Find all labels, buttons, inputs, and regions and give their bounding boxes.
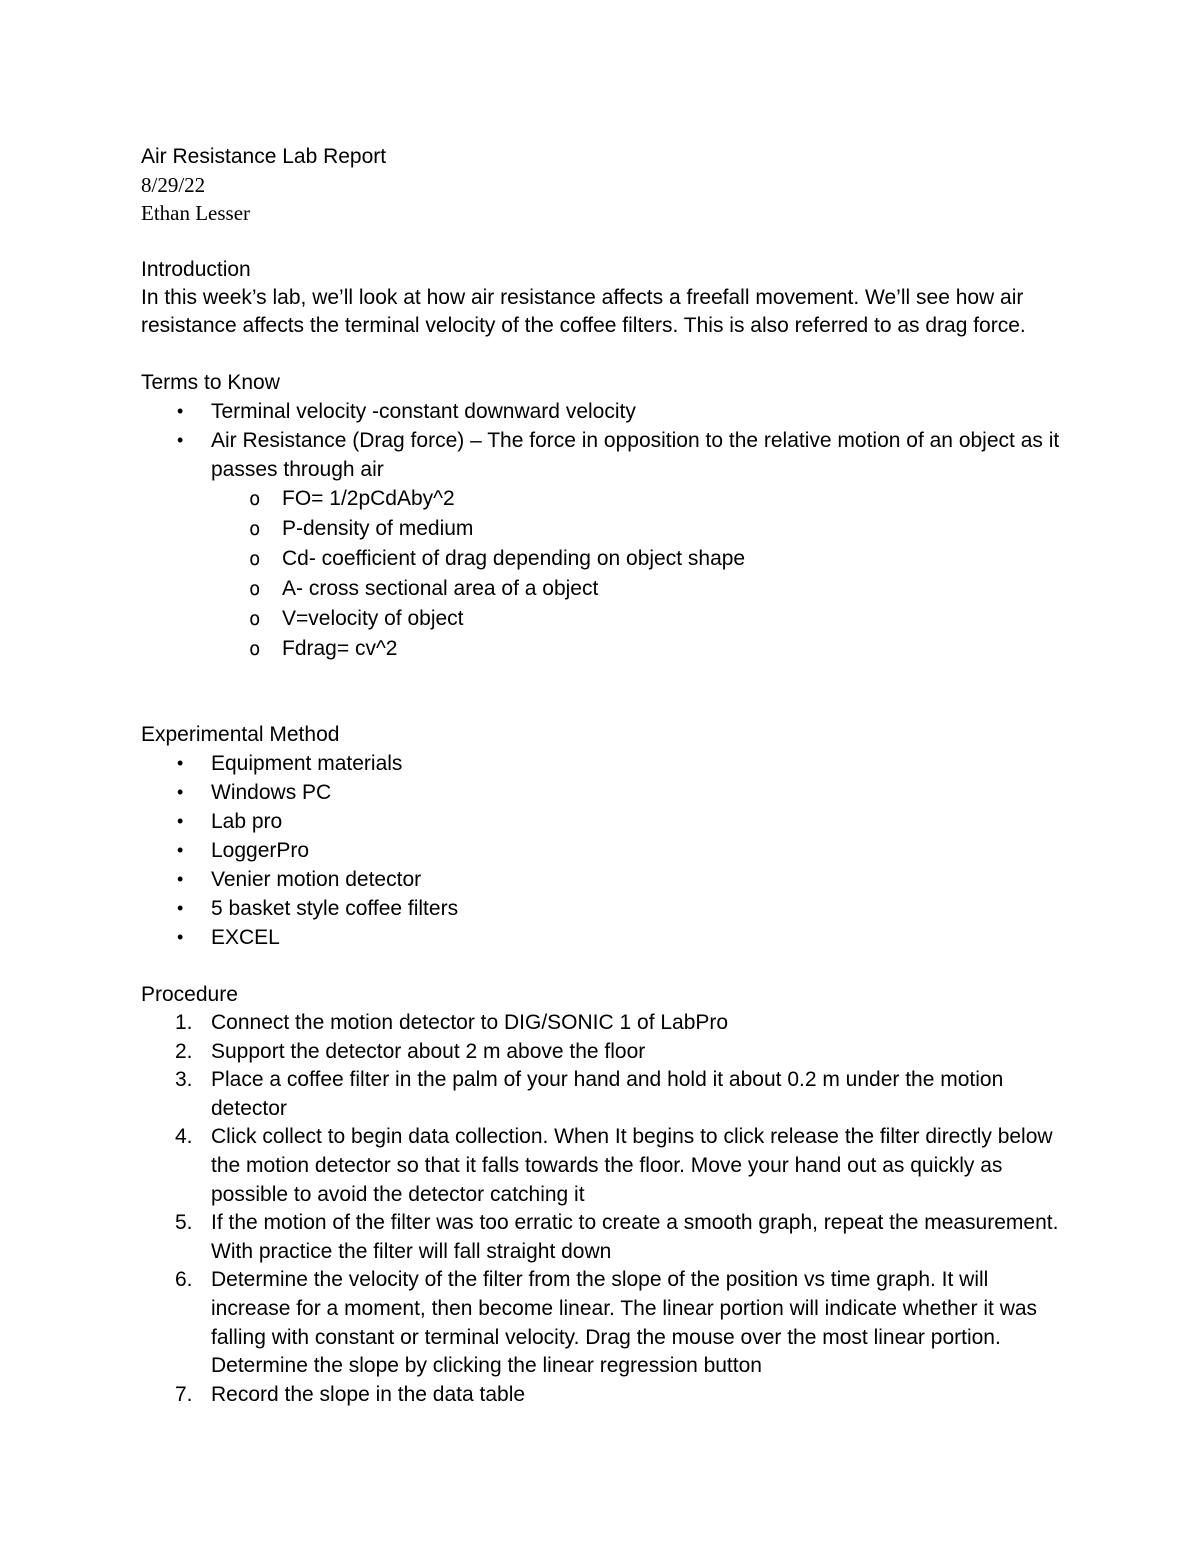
list-item [141, 397, 1071, 426]
procedure-list [141, 1009, 1071, 1409]
bullet-icon: • [177, 753, 184, 773]
bullet-icon: • [177, 898, 184, 918]
step-text: Click collect to begin data collection. When It begins to click release the filter directly below the motion detector so that it falls towards the floor. Move your hand out as quickly as possible to avoid the detector catching it [211, 1125, 1053, 1206]
method-item-text: Windows PC [211, 781, 332, 804]
procedure-step [141, 1266, 1071, 1380]
method-item-text: Lab pro [211, 810, 283, 833]
procedure-step [141, 1209, 1071, 1266]
report-author: Ethan Lesser [141, 201, 251, 225]
step-text: If the motion of the filter was too erratic to create a smooth graph, repeat the measurement. With practice the filter will fall straight down [211, 1211, 1059, 1263]
sub-term-text: P-density of medium [282, 517, 474, 540]
bullet-icon: • [177, 811, 184, 831]
method-heading: Experimental Method [141, 723, 340, 746]
bullet-icon: • [177, 840, 184, 860]
introduction-text-line-2: resistance affects the terminal velocity of the coffee filters. This is also referred to as drag force. [141, 314, 1026, 337]
bullet-icon: • [177, 927, 184, 947]
procedure-step [141, 1123, 1071, 1209]
spacer [141, 952, 1071, 981]
list-item [141, 865, 1071, 894]
spacer [141, 340, 1071, 369]
list-item [141, 484, 1071, 514]
step-number: 6. [175, 1268, 193, 1292]
bullet-icon: • [177, 869, 184, 889]
step-text: Record the slope in the data table [211, 1382, 526, 1406]
list-item [141, 604, 1071, 634]
step-number: 1. [175, 1011, 193, 1034]
report-title: Air Resistance Lab Report [141, 145, 387, 168]
list-item [141, 778, 1071, 807]
introduction-heading: Introduction [141, 258, 251, 281]
method-item-text: EXCEL [211, 926, 280, 949]
step-number: 3. [175, 1068, 193, 1092]
procedure-step [141, 1066, 1071, 1123]
circle-bullet-icon: o [249, 578, 261, 600]
method-list [141, 749, 1071, 952]
step-text: Place a coffee filter in the palm of your hand and hold it about 0.2 m under the motion detector [211, 1068, 1004, 1120]
sub-term-text: A- cross sectional area of a object [282, 577, 599, 600]
method-item-text: Venier motion detector [211, 868, 422, 891]
list-item [141, 923, 1071, 952]
report-date: 8/29/22 [141, 173, 206, 197]
list-item [141, 514, 1071, 544]
circle-bullet-icon: o [249, 638, 261, 660]
bullet-icon: • [177, 401, 184, 421]
list-item [141, 807, 1071, 836]
terms-sub-list [141, 484, 1071, 664]
document-page [141, 143, 1071, 1409]
procedure-step [141, 1381, 1071, 1410]
term-text: Terminal velocity -constant downward velocity [211, 400, 636, 423]
bullet-icon: • [177, 430, 184, 450]
step-text: Support the detector about 2 m above the floor [211, 1039, 646, 1063]
list-item [141, 749, 1071, 778]
sub-term-text: Cd- coefficient of drag depending on object shape [282, 547, 746, 570]
list-item [141, 894, 1071, 923]
sub-term-text: Fdrag= cv^2 [282, 637, 398, 660]
circle-bullet-icon: o [249, 488, 261, 510]
method-item-text: Equipment materials [211, 752, 403, 775]
bullet-icon: • [177, 782, 184, 802]
procedure-step [141, 1009, 1071, 1038]
procedure-heading: Procedure [141, 983, 238, 1006]
step-text: Determine the velocity of the filter from the slope of the position vs time graph. It will increase for a moment, then become linear. The linear portion will indicate whether it was falling with constant or terminal velocity. Drag the mouse over the most linear portion. Determine the slope by clicking the linear regression button [211, 1268, 1038, 1378]
terms-list [141, 397, 1071, 484]
step-number: 4. [175, 1125, 193, 1149]
terms-heading: Terms to Know [141, 371, 280, 394]
step-text: Connect the motion detector to DIG/SONIC 1 of LabPro [211, 1011, 729, 1034]
term-text: Air Resistance (Drag force) – The force in opposition to the relative motion of an object as it passes through air [211, 429, 1060, 481]
circle-bullet-icon: o [249, 548, 261, 570]
list-item [141, 574, 1071, 604]
spacer [141, 227, 1071, 256]
sub-term-text: FO= 1/2pCdAby^2 [282, 487, 455, 510]
procedure-step [141, 1038, 1071, 1067]
step-number: 5. [175, 1211, 193, 1235]
circle-bullet-icon: o [249, 518, 261, 540]
list-item [141, 836, 1071, 865]
introduction-text-line-1: In this week’s lab, we’ll look at how air resistance affects a freefall movement. We’ll see how air [141, 286, 1024, 309]
spacer [141, 664, 1071, 721]
list-item [141, 426, 1071, 484]
method-item-text: 5 basket style coffee filters [211, 897, 459, 920]
sub-term-text: V=velocity of object [282, 607, 464, 630]
list-item [141, 634, 1071, 664]
circle-bullet-icon: o [249, 608, 261, 630]
step-number: 2. [175, 1039, 193, 1063]
step-number: 7. [175, 1382, 193, 1406]
method-item-text: LoggerPro [211, 839, 310, 862]
list-item [141, 544, 1071, 574]
